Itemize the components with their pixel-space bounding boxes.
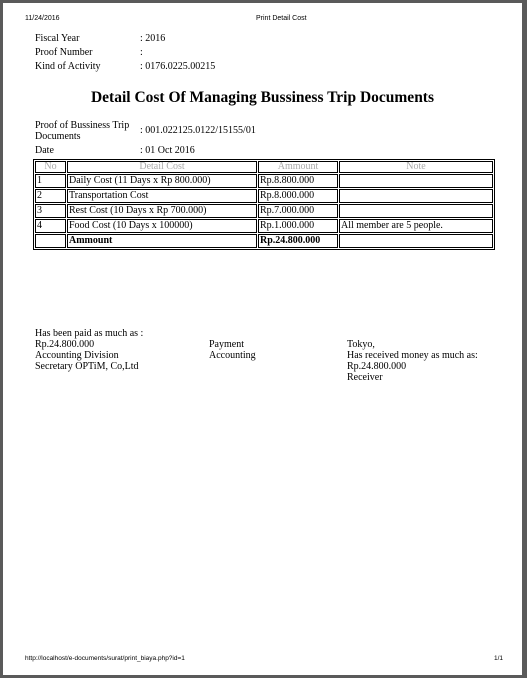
document-title: Detail Cost Of Managing Bussiness Trip Documents	[90, 89, 435, 106]
date-value: : 01 Oct 2016	[140, 145, 195, 156]
print-page	[3, 3, 522, 675]
row-number: 1	[35, 174, 66, 188]
paid-amount: Rp.24.800.000	[35, 339, 95, 350]
table-header-row	[35, 161, 493, 173]
received-label: Has received money as much as:	[347, 350, 478, 361]
received-amount: Rp.24.800.000	[347, 361, 407, 372]
row-note: All member are 5 people.	[339, 219, 493, 233]
row-detail: Daily Cost (11 Days x Rp 800.000)	[67, 174, 257, 188]
secretary-company: Secretary OPTiM, Co,Ltd	[35, 361, 139, 372]
row-detail: Transportation Cost	[67, 189, 257, 203]
date-label: Date	[35, 145, 54, 156]
fiscal-year-value: : 2016	[140, 33, 166, 44]
row-detail: Rest Cost (10 Days x Rp 700.000)	[67, 204, 257, 218]
column-header: No	[35, 161, 66, 173]
column-header: Ammount	[258, 161, 338, 173]
proof-value: : 001.022125.0122/15155/01	[140, 125, 256, 136]
payment-label: Payment	[209, 339, 244, 350]
accounting-label: Accounting	[209, 350, 256, 361]
table-row	[35, 189, 493, 203]
column-header: Note	[339, 161, 493, 173]
table-row	[35, 174, 493, 188]
total-row	[35, 234, 493, 248]
print-url: http://localhost/e-documents/surat/print_biaya.php?id=1	[25, 655, 185, 662]
proof-label-line1: Proof of Bussiness Trip	[35, 120, 130, 131]
row-note	[339, 174, 493, 188]
row-number: 3	[35, 204, 66, 218]
row-number: 4	[35, 219, 66, 233]
row-number: 2	[35, 189, 66, 203]
cost-table	[33, 159, 495, 250]
row-detail: Food Cost (10 Days x 100000)	[67, 219, 257, 233]
proof-number-label: Proof Number	[35, 47, 93, 58]
fiscal-year-label: Fiscal Year	[35, 33, 80, 44]
location-label: Tokyo,	[347, 339, 375, 350]
row-amount: Rp.7.000.000	[258, 204, 338, 218]
row-note	[339, 204, 493, 218]
activity-value: : 0176.0225.00215	[140, 61, 216, 72]
row-amount: Rp.8.800.000	[258, 174, 338, 188]
print-date: 11/24/2016	[25, 15, 60, 22]
proof-number-value: :	[140, 47, 143, 58]
table-row	[35, 204, 493, 218]
accounting-division: Accounting Division	[35, 350, 119, 361]
activity-label: Kind of Activity	[35, 61, 101, 72]
page-number: 1/1	[494, 655, 504, 662]
print-title: Print Detail Cost	[256, 15, 307, 22]
paid-label: Has been paid as much as :	[35, 328, 144, 339]
row-note	[339, 189, 493, 203]
row-amount: Rp.8.000.000	[258, 189, 338, 203]
total-value: Rp.24.800.000	[258, 234, 338, 248]
total-label: Ammount	[67, 234, 257, 248]
proof-label-line2: Documents	[35, 131, 81, 142]
table-row	[35, 219, 493, 233]
column-header: Detail Cost	[67, 161, 257, 173]
row-amount: Rp.1.000.000	[258, 219, 338, 233]
receiver-label: Receiver	[347, 372, 383, 383]
